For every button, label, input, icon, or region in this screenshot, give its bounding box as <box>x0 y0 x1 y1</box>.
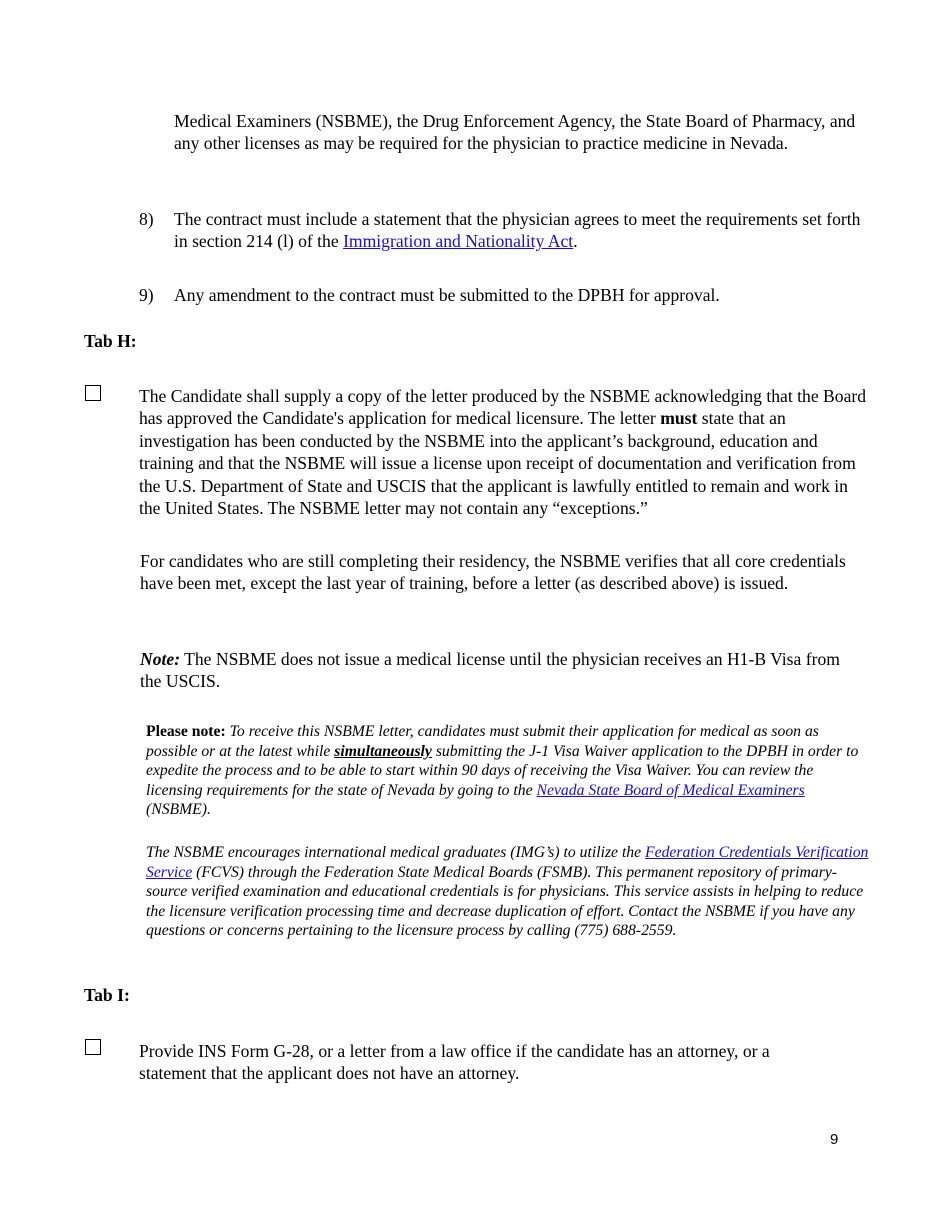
tab-i-checkbox[interactable] <box>85 1039 101 1055</box>
please-note-text: To receive this NSBME letter, candidates must submit their application for medical as soon as possible or at the latest while <box>146 723 819 760</box>
fcvs-text-2: (FCVS) through the Federation State Medical Boards (FSMB). This permanent repository of primary-source verified examination and educational credentials is for physicians. This service assists in helping to reduce the licensure verification processing time and decrease duplication of effort. Contact the NSBME if you have any questions or concerns pertaining to the licensure process by calling (775) 688-2559. <box>146 863 864 940</box>
fcvs-link[interactable]: Federation Credentials Verification Service <box>146 844 869 881</box>
note-text: The NSBME does not issue a medical license until the physician receives an H1-B Visa from the USCIS. <box>140 649 840 692</box>
intro-paragraph <box>174 110 874 155</box>
fcvs-paragraph <box>146 843 870 941</box>
residency-paragraph: For candidates who are still completing their residency, the NSBME verifies that all core credentials have been met, except the last year of training, before a letter (as described above) is issued. <box>140 551 846 594</box>
please-note-paragraph <box>146 722 868 820</box>
tab-h-checkbox[interactable] <box>85 385 101 401</box>
note-paragraph <box>140 648 860 693</box>
page-number: 9 <box>830 1131 839 1148</box>
tab-i-heading: Tab I: <box>84 985 130 1005</box>
list-item-8-text: The contract must include a statement that the physician agrees to meet the requirements set forth in section 214 (l) of the <box>174 209 861 252</box>
tab-i-requirement: Provide INS Form G-28, or a letter from a law office if the candidate has an attorney, or a statement that the applicant does not have an attorney. <box>139 1041 770 1084</box>
list-item-8 <box>174 208 874 253</box>
tab-h-heading: Tab H: <box>84 331 137 351</box>
list-item-number: 8) <box>139 209 154 229</box>
note-label: Note: <box>140 649 181 669</box>
list-item-number: 9) <box>139 285 154 305</box>
simultaneously-emphasis: simultaneously <box>334 742 432 760</box>
fcvs-text: The NSBME encourages international medical graduates (IMG’s) to utilize the <box>146 844 646 861</box>
immigration-nationality-act-link[interactable]: Immigration and Nationality Act <box>343 231 574 252</box>
please-note-text-3: (NSBME). <box>146 801 211 819</box>
must-emphasis: must <box>660 408 698 429</box>
tab-h-requirement-text: The Candidate shall supply a copy of the letter produced by the NSBME acknowledging that the Board has approved the Candidate's application for medical licensure. The letter <box>139 386 867 429</box>
please-note-label: Please note: <box>146 723 226 740</box>
intro-paragraph-text: Medical Examiners (NSBME), the Drug Enforcement Agency, the State Board of Pharmacy, and any other licenses as may be required for the physician to practice medicine in Nevada. <box>174 111 856 154</box>
tab-h-requirement <box>139 385 869 519</box>
list-item-8-text-end: . <box>573 231 578 252</box>
list-item-9: Any amendment to the contract must be submitted to the DPBH for approval. <box>174 285 720 305</box>
please-note-text-2: submitting the J-1 Visa Waiver application to the DPBH in order to expedite the process and to be able to start within 90 days of receiving the Visa Waiver. You can review the licensing requirements for the state of Nevada by going to the <box>146 742 859 799</box>
tab-h-requirement-text-end: state that an investigation has been conducted by the NSBME into the applicant’s background, education and training and that the NSBME will issue a license upon receipt of documentation and verification from the U.S. Department of State and USCIS that the applicant is lawfully entitled to remain and work in the United States. The NSBME letter may not contain any “exceptions.” <box>139 408 856 519</box>
nevada-board-link[interactable]: Nevada State Board of Medical Examiners <box>536 781 805 799</box>
